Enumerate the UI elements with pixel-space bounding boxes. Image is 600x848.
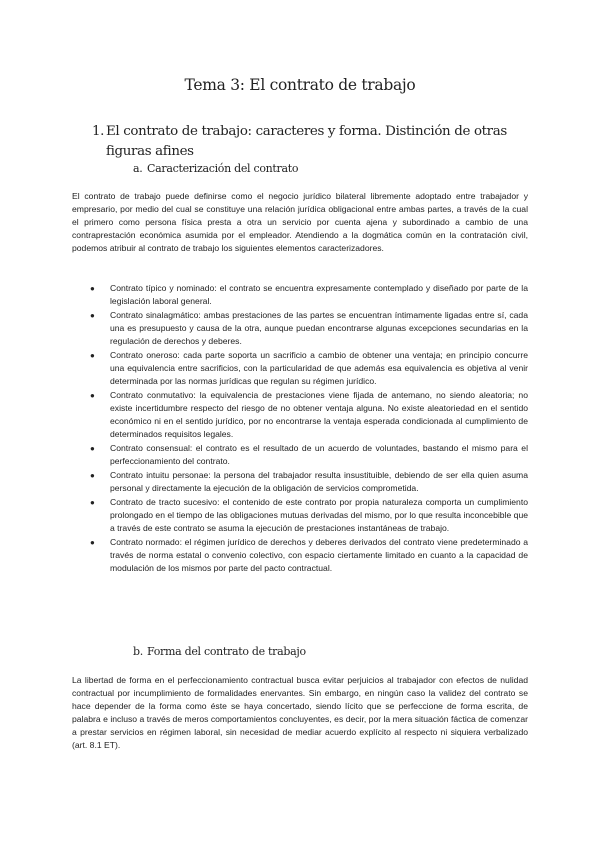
list-item-text: Contrato oneroso: cada parte soporta un sacrificio a cambio de obtener una ventaja; en principio concurre una equivalencia entre sacrificios, con la particularidad de que además esa equivalencia es objetiva al venir determinada por las normas jurídicas que regulan su régimen jurídico. [110, 350, 528, 386]
list-item [90, 442, 528, 468]
form-paragraph: La libertad de forma en el perfeccionamiento contractual busca evitar perjuicios al trabajador con efectos de nulidad contractual por incumplimiento de formalidades enervantes. Sin embargo, en ningún caso la validez del contrato se hace depender de la forma como éste se haya concertado, siendo lícito que se perfeccione de forma escrita, de palabra e incluso a través de meros comportamientos concluyentes, es decir, por la mera situación fáctica de comenzar a prestar servicios en régimen laboral, sin necesidad de mediar acuerdo explícito al respecto ni siquiera verbalizado (art. 8.1 ET). [72, 675, 528, 750]
subsection-number: b. [133, 645, 143, 658]
section-title: El contrato de trabajo: caracteres y forma. Distinción de otras figuras afines [106, 124, 507, 159]
bullet-icon: ● [90, 471, 95, 480]
list-item-text: Contrato consensual: el contrato es el resultado de un acuerdo de voluntades, bastando el mismo para el perfeccionamiento del contrato. [110, 443, 528, 466]
subsection-number: a. [133, 162, 143, 175]
bullet-icon: ● [90, 311, 95, 320]
list-item [90, 496, 528, 535]
list-item [90, 349, 528, 388]
list-item-text: Contrato conmutativo: la equivalencia de prestaciones viene fijada de antemano, no siendo aleatoria; no existe incertidumbre respecto del riesgo de no obtener ventaja alguna. No existe aleatoriedad en el sentido económico ni en el sentido jurídico, por no encontrarse la ventaja esperada condicionada al cumplimiento de determinados requisitos legales. [110, 390, 528, 439]
subsection-title: Caracterización del contrato [147, 162, 299, 175]
bullet-icon: ● [90, 498, 95, 507]
page-title: Tema 3: El contrato de trabajo [184, 76, 416, 94]
bullet-icon: ● [90, 351, 95, 360]
list-item-text: Contrato sinalagmático: ambas prestaciones de las partes se encuentran íntimamente ligadas entre sí, cada una es presupuesto y causa de la otra, aunque puedan encontrarse algunas excepciones secundarias en la regulación de derechos y deberes. [110, 310, 528, 346]
subsection-heading-b [133, 645, 306, 658]
characteristics-list [90, 282, 528, 576]
intro-paragraph: El contrato de trabajo puede definirse como el negocio jurídico bilateral libremente adoptado entre trabajador y empresario, por medio del cual se constituye una relación jurídica obligacional entre ambas partes, a través de la cual el primero como persona física presta a otra un servicio por cuenta ajena y subordinado a cambio de una contraprestación económica asumida por el empleador. Atendiendo a la dogmática común en la contratación civil, podemos atribuir al contrato de trabajo los siguientes elementos caracterizadores. [72, 191, 528, 253]
bullet-icon: ● [90, 391, 95, 400]
list-item-text: Contrato típico y nominado: el contrato se encuentra expresamente contemplado y diseñado por parte de la legislación laboral general. [110, 283, 528, 306]
list-item-text: Contrato normado: el régimen jurídico de derechos y deberes derivados del contrato viene predeterminado a través de norma estatal o convenio colectivo, con espacio ciertamente limitado en cuanto a la capacidad de modulación de los mismos por parte del pacto contractual. [110, 537, 528, 573]
bullet-icon: ● [90, 284, 95, 293]
list-item [90, 536, 528, 575]
subsection-heading-a [133, 162, 298, 175]
bullet-icon: ● [90, 444, 95, 453]
list-item [90, 282, 528, 308]
list-item [90, 469, 528, 495]
bullet-icon: ● [90, 538, 95, 547]
subsection-title: Forma del contrato de trabajo [147, 645, 306, 658]
list-item [90, 309, 528, 348]
list-item-text: Contrato intuitu personae: la persona del trabajador resulta insustituible, debiendo de ser ella quien asuma personal y directamente la ejecución de la obligación de servicios comprometida. [110, 470, 528, 493]
section-number: 1. [92, 124, 105, 139]
list-item [90, 389, 528, 441]
list-item-text: Contrato de tracto sucesivo: el contenido de este contrato por propia naturaleza comporta un cumplimiento prolongado en el tiempo de las obligaciones mutuas derivadas del mismo, por lo que resulta inconcebible que a través de este contrato se asuma la ejecución de prestaciones instantáneas de trabajo. [110, 497, 528, 533]
